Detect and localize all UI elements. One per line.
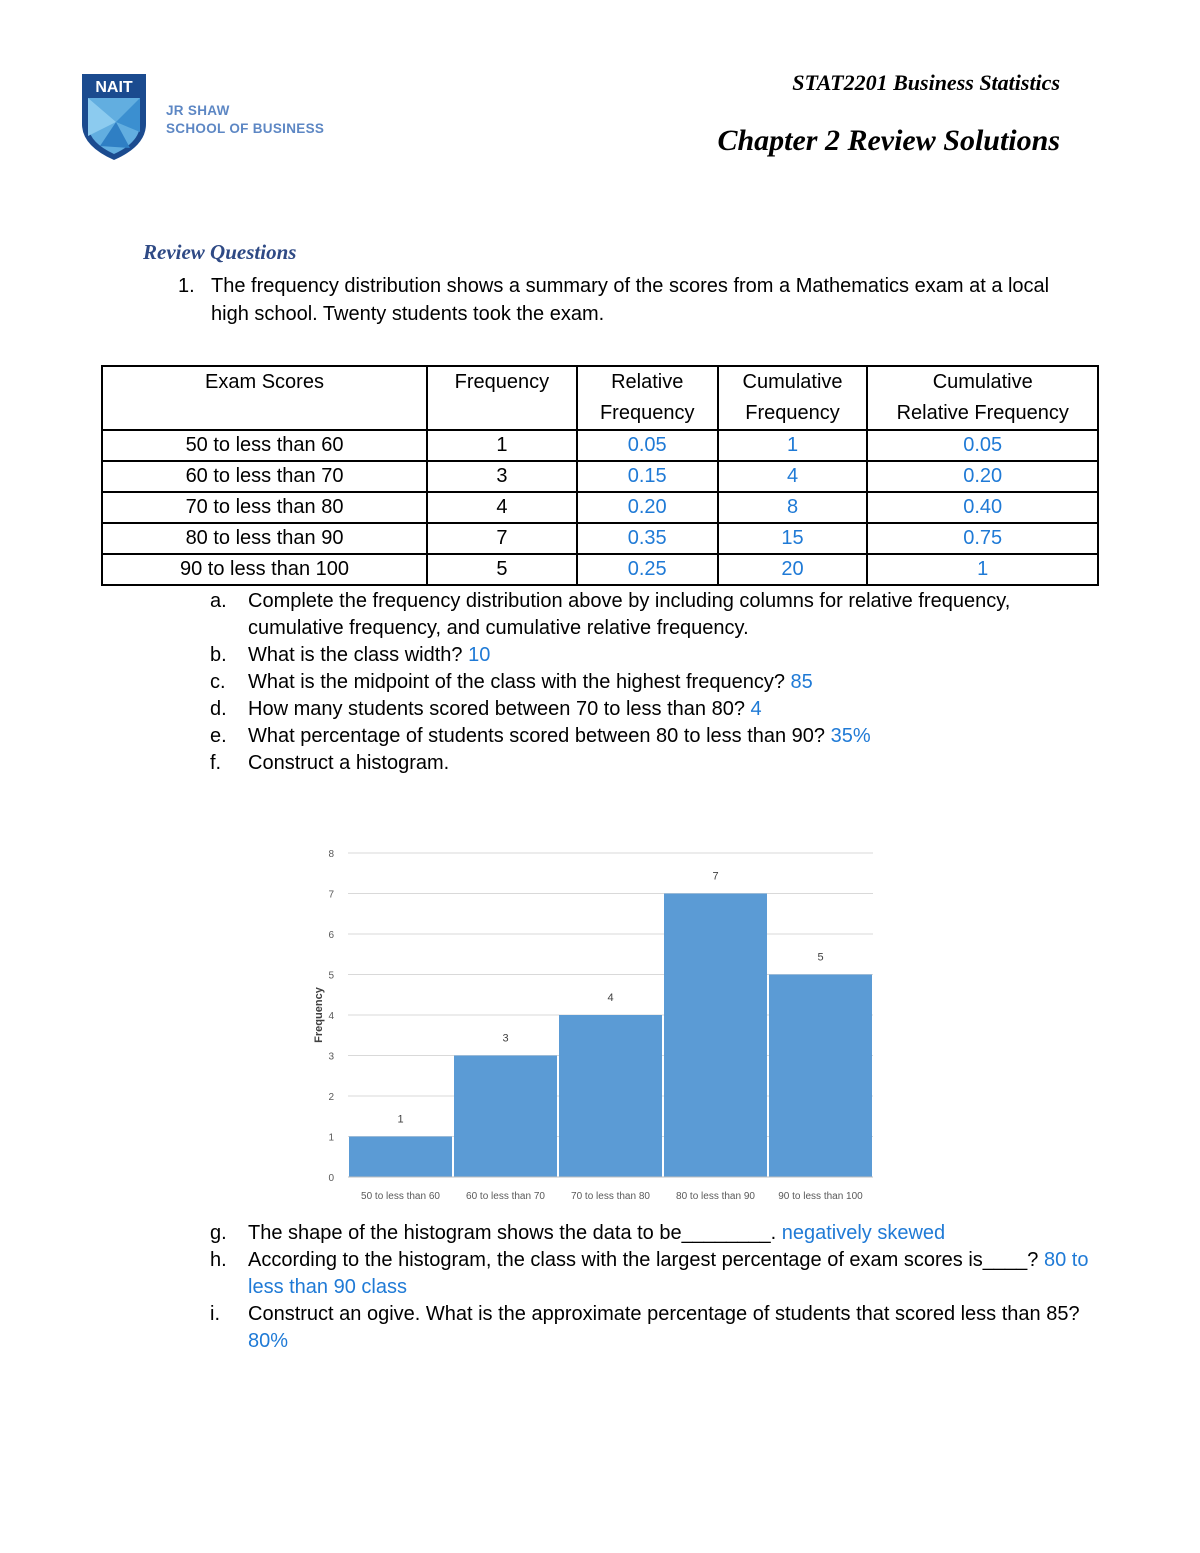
part-text: Complete the frequency distribution above by including columns for relative frequency, cumulative frequency, and cumulative relative frequency. bbox=[248, 590, 1011, 639]
table-row bbox=[102, 554, 1098, 585]
part-text: Construct an ogive. What is the approximate percentage of students that scored less than 85? bbox=[248, 1303, 1080, 1325]
part-label: a. bbox=[210, 590, 227, 612]
y-tick-label: 2 bbox=[328, 1092, 334, 1103]
header-frequency: Frequency bbox=[427, 366, 577, 430]
y-tick-label: 3 bbox=[328, 1051, 334, 1063]
part-text: What percentage of students scored between 80 to less than 90? bbox=[248, 725, 831, 747]
y-tick-label: 4 bbox=[328, 1011, 334, 1022]
cell-relative-frequency: 0.35 bbox=[577, 523, 718, 554]
cell-frequency: 5 bbox=[427, 554, 577, 585]
cell-cumulative-frequency: 15 bbox=[718, 523, 868, 554]
cell-frequency: 4 bbox=[427, 492, 577, 523]
cell-frequency: 3 bbox=[427, 461, 577, 492]
header-exam-scores: Exam Scores bbox=[102, 366, 427, 430]
histogram-chart bbox=[300, 840, 890, 1210]
y-tick-label: 8 bbox=[328, 849, 334, 860]
x-tick-label: 80 to less than 90 bbox=[676, 1191, 755, 1202]
part-answer: 80% bbox=[248, 1330, 289, 1352]
cell-cumulative-relative-frequency: 0.40 bbox=[867, 492, 1098, 523]
nait-shield-icon bbox=[80, 72, 150, 162]
cell-frequency: 7 bbox=[427, 523, 577, 554]
chapter-title: Chapter 2 Review Solutions bbox=[717, 124, 1060, 157]
cell-class: 50 to less than 60 bbox=[102, 430, 427, 461]
part-answer: 4 bbox=[750, 698, 762, 720]
cell-class: 90 to less than 100 bbox=[102, 554, 427, 585]
part-text: According to the histogram, the class with the largest percentage of exam scores is____? bbox=[248, 1249, 1044, 1271]
part-f bbox=[210, 750, 1090, 777]
part-b bbox=[210, 642, 1090, 669]
histogram-bar bbox=[559, 1015, 662, 1177]
question-1 bbox=[178, 272, 1058, 328]
table-row bbox=[102, 461, 1098, 492]
x-tick-label: 50 to less than 60 bbox=[361, 1191, 440, 1202]
part-text: How many students scored between 70 to less than 80? bbox=[248, 698, 751, 720]
y-tick-label: 1 bbox=[328, 1132, 334, 1144]
cell-cumulative-frequency: 4 bbox=[718, 461, 868, 492]
y-tick-label: 5 bbox=[328, 970, 334, 982]
part-label: h. bbox=[210, 1249, 227, 1271]
x-tick-label: 90 to less than 100 bbox=[778, 1191, 863, 1202]
part-e bbox=[210, 723, 1090, 750]
part-label: f. bbox=[210, 752, 222, 774]
data-label: 4 bbox=[607, 992, 614, 1004]
data-label: 5 bbox=[817, 951, 824, 964]
part-text: Construct a histogram. bbox=[248, 752, 450, 774]
part-d bbox=[210, 696, 1090, 723]
header-cumulative-frequency: Cumulative Frequency bbox=[718, 366, 868, 430]
table-row bbox=[102, 523, 1098, 554]
part-answer: 10 bbox=[468, 644, 491, 666]
part-label: g. bbox=[210, 1222, 227, 1244]
part-answer: 35% bbox=[830, 725, 871, 747]
cell-class: 70 to less than 80 bbox=[102, 492, 427, 523]
cell-relative-frequency: 0.05 bbox=[577, 430, 718, 461]
y-axis-label: Frequency bbox=[313, 987, 325, 1043]
table-header-row bbox=[102, 366, 1098, 430]
part-label: d. bbox=[210, 698, 227, 720]
cell-cumulative-relative-frequency: 0.05 bbox=[867, 430, 1098, 461]
cell-cumulative-frequency: 1 bbox=[718, 430, 868, 461]
part-label: c. bbox=[210, 671, 226, 693]
part-answer: 85 bbox=[790, 671, 813, 693]
part-label: b. bbox=[210, 644, 227, 666]
y-tick-label: 6 bbox=[328, 930, 334, 941]
part-label: i. bbox=[210, 1303, 220, 1325]
cell-class: 80 to less than 90 bbox=[102, 523, 427, 554]
cell-cumulative-relative-frequency: 0.75 bbox=[867, 523, 1098, 554]
part-answer: 80 to less than 90 class bbox=[248, 1249, 1089, 1298]
data-label: 3 bbox=[502, 1032, 509, 1045]
part-g bbox=[210, 1220, 1090, 1247]
school-name bbox=[166, 102, 324, 138]
y-tick-label: 0 bbox=[328, 1173, 334, 1184]
cell-relative-frequency: 0.25 bbox=[577, 554, 718, 585]
cell-cumulative-relative-frequency: 1 bbox=[867, 554, 1098, 585]
school-name-line2: SCHOOL OF BUSINESS bbox=[166, 121, 325, 136]
cell-cumulative-frequency: 8 bbox=[718, 492, 868, 523]
part-answer: negatively skewed bbox=[781, 1222, 946, 1244]
header-cumulative-relative-frequency: Cumulative Relative Frequency bbox=[867, 366, 1098, 430]
part-text: The shape of the histogram shows the data to be________. bbox=[248, 1222, 782, 1244]
frequency-table bbox=[101, 365, 1099, 586]
y-tick-label: 7 bbox=[328, 889, 334, 901]
course-title: STAT2201 Business Statistics bbox=[792, 70, 1060, 95]
part-label: e. bbox=[210, 725, 227, 747]
cell-cumulative-relative-frequency: 0.20 bbox=[867, 461, 1098, 492]
data-label: 1 bbox=[397, 1113, 404, 1126]
table-row bbox=[102, 430, 1098, 461]
part-text: What is the midpoint of the class with the highest frequency? bbox=[248, 671, 791, 693]
cell-class: 60 to less than 70 bbox=[102, 461, 427, 492]
histogram-bar bbox=[664, 894, 767, 1178]
part-h bbox=[210, 1247, 1090, 1301]
header-relative-frequency: Relative Frequency bbox=[577, 366, 718, 430]
cell-relative-frequency: 0.15 bbox=[577, 461, 718, 492]
part-a bbox=[210, 588, 1090, 642]
histogram-bar bbox=[769, 975, 872, 1178]
table-row bbox=[102, 492, 1098, 523]
part-c bbox=[210, 669, 1090, 696]
cell-frequency: 1 bbox=[427, 430, 577, 461]
part-text: What is the class width? bbox=[248, 644, 469, 666]
question-text: The frequency distribution shows a summary of the scores from a Mathematics exam at a local high school. Twenty students took the exam. bbox=[211, 275, 1050, 325]
question-number: 1. bbox=[178, 275, 195, 297]
data-label: 7 bbox=[712, 870, 719, 883]
section-title: Review Questions bbox=[143, 240, 297, 264]
x-tick-label: 60 to less than 70 bbox=[466, 1191, 545, 1202]
school-logo bbox=[80, 72, 325, 162]
histogram-bar bbox=[454, 1056, 557, 1178]
logo-text: NAIT bbox=[95, 79, 133, 96]
part-i bbox=[210, 1301, 1090, 1355]
histogram-bar bbox=[349, 1137, 452, 1178]
school-name-line1: JR SHAW bbox=[166, 103, 230, 118]
question-parts-g-i bbox=[210, 1220, 1090, 1355]
cell-relative-frequency: 0.20 bbox=[577, 492, 718, 523]
question-parts-a-f bbox=[210, 588, 1090, 777]
cell-cumulative-frequency: 20 bbox=[718, 554, 868, 585]
x-tick-label: 70 to less than 80 bbox=[571, 1191, 650, 1202]
